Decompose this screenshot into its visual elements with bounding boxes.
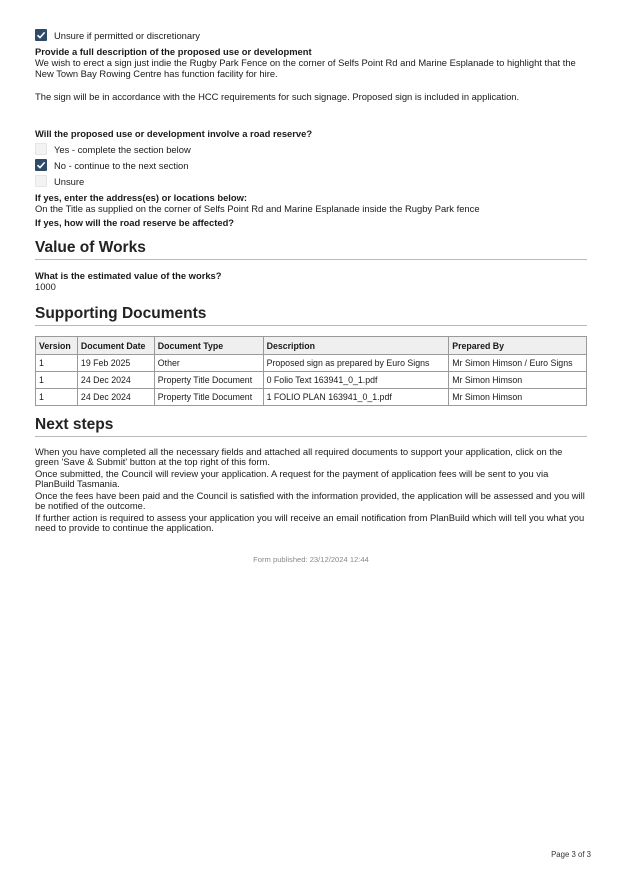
road-reserve-section — [35, 128, 587, 228]
table-cell: 24 Dec 2024 — [77, 389, 154, 406]
table-cell: 0 Folio Text 163941_0_1.pdf — [263, 372, 449, 389]
road-reserve-address-answer: On the Title as supplied on the corner of Selfs Point Rd and Marine Esplanade inside the Rugby Park fence — [35, 203, 480, 214]
description-paragraph-1: We wish to erect a sign just indie the Rugby Park Fence on the corner of Selfs Point Rd and Marine Esplanade to highlight that the New Town Bay Rowing Centre has function facility for hire. — [35, 57, 576, 79]
value-of-works-question: What is the estimated value of the works? — [35, 270, 222, 281]
next-steps-heading: Next steps — [35, 416, 587, 437]
description-paragraph-2: The sign will be in accordance with the HCC requirements for such signage. Proposed sign is included in application. — [35, 91, 520, 102]
table-header-row — [36, 337, 587, 355]
road-reserve-option-yes[interactable] — [35, 141, 587, 157]
unsure-discretionary-label: Unsure if permitted or discretionary — [54, 29, 200, 41]
description-question: Provide a full description of the proposed use or development — [35, 46, 312, 57]
table-cell: 19 Feb 2025 — [77, 355, 154, 372]
road-reserve-option-no[interactable] — [35, 157, 587, 173]
table-row — [36, 372, 587, 389]
next-steps-paragraph: Once submitted, the Council will review your application. A request for the payment of application fees will be sent to you via PlanBuild Tasmania. — [35, 468, 549, 489]
next-steps-section — [35, 416, 587, 533]
column-header: Document Date — [77, 337, 154, 355]
description-section — [35, 46, 587, 102]
value-of-works-heading: Value of Works — [35, 239, 587, 260]
value-of-works-section — [35, 239, 587, 292]
unsure-discretionary-option[interactable] — [35, 28, 587, 42]
table-cell: 1 — [36, 355, 78, 372]
supporting-documents-section — [35, 305, 587, 406]
table-cell: 1 — [36, 389, 78, 406]
checkbox-unchecked-icon[interactable] — [35, 143, 47, 155]
next-steps-paragraph: Once the fees have been paid and the Council is satisfied with the information provided, the application will be assessed and you will be notified of the outcome. — [35, 490, 585, 511]
supporting-documents-heading: Supporting Documents — [35, 305, 587, 326]
table-cell: 1 — [36, 372, 78, 389]
road-reserve-address-question: If yes, enter the address(es) or locations below: — [35, 192, 248, 203]
next-steps-paragraph: When you have completed all the necessary fields and attached all required documents to support your application, click on the green 'Save & Submit' button at the top right of this form. — [35, 446, 563, 467]
road-reserve-option-label: Unsure — [54, 175, 85, 187]
table-cell: Other — [154, 355, 263, 372]
table-cell: 24 Dec 2024 — [77, 372, 154, 389]
column-header: Version — [36, 337, 78, 355]
table-row — [36, 389, 587, 406]
road-reserve-question: Will the proposed use or development involve a road reserve? — [35, 128, 313, 139]
table-cell: Mr Simon Himson / Euro Signs — [449, 355, 587, 372]
table-cell: Property Title Document — [154, 389, 263, 406]
table-cell: Proposed sign as prepared by Euro Signs — [263, 355, 449, 372]
road-reserve-option-unsure[interactable] — [35, 173, 587, 189]
table-row — [36, 355, 587, 372]
table-cell: Property Title Document — [154, 372, 263, 389]
value-of-works-answer: 1000 — [35, 281, 56, 292]
column-header: Document Type — [154, 337, 263, 355]
checkbox-unchecked-icon[interactable] — [35, 175, 47, 187]
supporting-documents-table — [35, 336, 587, 406]
road-reserve-affected-question: If yes, how will the road reserve be affected? — [35, 217, 235, 228]
form-page — [35, 28, 587, 533]
column-header: Description — [263, 337, 449, 355]
next-steps-paragraph: If further action is required to assess your application you will receive an email notification from PlanBuild which will tell you what you need to provide to continue the application. — [35, 512, 585, 533]
road-reserve-option-label: No - continue to the next section — [54, 159, 189, 171]
table-cell: Mr Simon Himson — [449, 372, 587, 389]
checkbox-checked-icon[interactable] — [35, 159, 47, 171]
page-number: Page 3 of 3 — [551, 850, 591, 859]
checkbox-checked-icon[interactable] — [35, 29, 47, 41]
road-reserve-option-label: Yes - complete the section below — [54, 143, 191, 155]
table-cell: Mr Simon Himson — [449, 389, 587, 406]
column-header: Prepared By — [449, 337, 587, 355]
table-cell: 1 FOLIO PLAN 163941_0_1.pdf — [263, 389, 449, 406]
form-published-date: Form published: 23/12/2024 12:44 — [253, 555, 369, 564]
